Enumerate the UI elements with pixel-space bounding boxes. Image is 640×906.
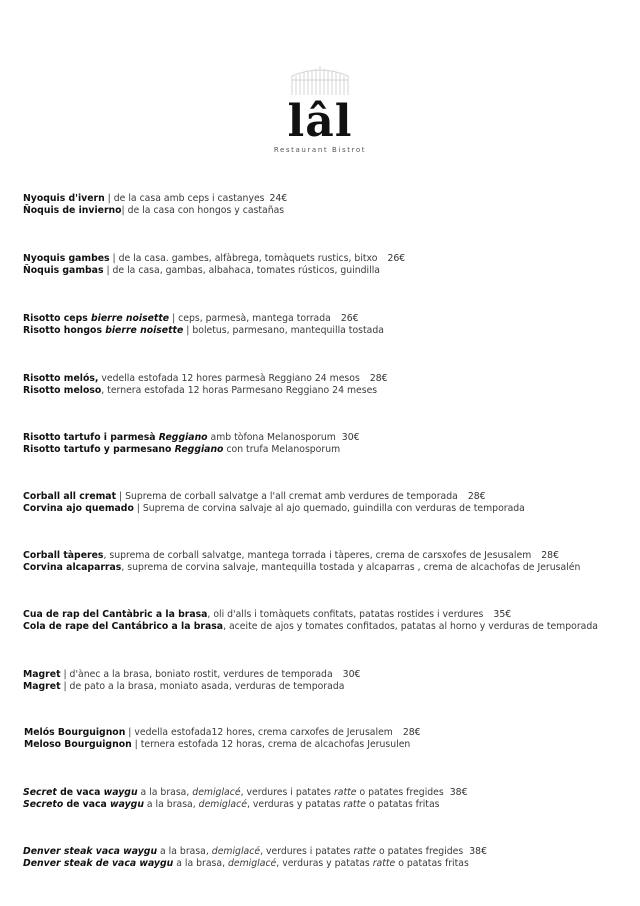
gate-icon: [290, 62, 350, 96]
logo-tagline: Restaurant Bistrot: [273, 146, 367, 154]
item-catalan: Magret | d'ànec a la brasa, boniato rostit, verdures de temporada 30€: [23, 669, 361, 680]
menu-item: [23, 609, 598, 633]
price: 38€: [469, 846, 487, 857]
price: 30€: [342, 669, 361, 680]
item-catalan: Nyoquis gambes | de la casa. gambes, alfàbrega, tomàquets rustics, bitxo 26€: [23, 253, 406, 264]
item-spanish: Magret | de pato a la brasa, moniato asada, verduras de temporada: [23, 681, 345, 692]
price: 26€: [340, 313, 359, 324]
menu-item: [23, 550, 580, 574]
menu-item: [23, 253, 405, 277]
menu-item: [23, 313, 384, 337]
price: 26€: [387, 253, 406, 264]
item-spanish: Ñoquis de invierno| de la casa con hongos y castañas: [23, 205, 285, 216]
item-spanish: Denver steak de vaca waygu a la brasa, demiglacé, verduras y patatas ratte o patatas fritas: [23, 858, 469, 869]
item-catalan: Melós Bourguignon | vedella estofada12 hores, crema carxofes de Jerusalem 28€: [24, 727, 421, 738]
item-catalan: Nyoquis d'ivern | de la casa amb ceps i castanyes 24€: [23, 193, 288, 204]
item-spanish: Corvina alcaparras, suprema de corvina salvaje, mantequilla tostada y alcaparras , crema de alcachofas de Jerusalén: [23, 562, 581, 573]
item-catalan: Risotto tartufo i parmesà Reggiano amb tòfona Melanosporum 30€: [23, 432, 360, 443]
menu-item: [23, 491, 525, 515]
item-spanish: Ñoquis gambas | de la casa, gambas, albahaca, tomates rústicos, guindilla: [23, 265, 380, 276]
item-catalan: Secret de vaca waygu a la brasa, demiglacé, verdures i patates ratte o patates fregides 38€: [23, 787, 468, 798]
price: 35€: [493, 609, 512, 620]
menu-item: [23, 669, 360, 693]
item-spanish: Corvina ajo quemado | Suprema de corvina salvaje al ajo quemado, guindilla con verduras de temporada: [23, 503, 525, 514]
menu-item: [23, 846, 487, 870]
item-catalan: Corball tàperes, suprema de corball salvatge, mantega torrada i tàperes, crema de carsxofes de Jesusalem 28€: [23, 550, 559, 561]
item-catalan: Risotto ceps bierre noisette | ceps, parmesà, mantega torrada 26€: [23, 313, 359, 324]
item-catalan: Cua de rap del Cantàbric a la brasa, oli d'alls i tomàquets confitats, patatas rostides i verdures 35€: [23, 609, 512, 620]
item-spanish: Secreto de vaca waygu a la brasa, demiglacé, verduras y patatas ratte o patatas fritas: [23, 799, 440, 810]
item-catalan: Corball all cremat | Suprema de corball salvatge a l'all cremat amb verdures de temporada 28€: [23, 491, 486, 502]
menu-item: [23, 193, 287, 217]
price: 38€: [449, 787, 468, 798]
menu-item: [23, 373, 388, 397]
item-catalan: Risotto melós, vedella estofada 12 hores parmesà Reggiano 24 mesos 28€: [23, 373, 388, 384]
item-catalan: Denver steak vaca waygu a la brasa, demiglacé, verdures i patates ratte o patates fregides 38€: [23, 846, 487, 857]
item-spanish: Cola de rape del Cantábrico a la brasa, aceite de ajos y tomates confitados, patatas al horno y verduras de temporada: [23, 621, 598, 632]
price: 28€: [402, 727, 421, 738]
logo-wordmark: lâl: [287, 96, 353, 147]
item-spanish: Risotto hongos bierre noisette | boletus, parmesano, mantequilla tostada: [23, 325, 384, 336]
menu-item: [24, 727, 421, 751]
item-spanish: Risotto tartufo y parmesano Reggiano con trufa Melanosporum: [23, 444, 341, 455]
price: 24€: [269, 193, 288, 204]
price: 30€: [341, 432, 360, 443]
price: 28€: [541, 550, 559, 561]
item-spanish: Meloso Bourguignon | ternera estofada 12 horas, crema de alcachofas Jerusulen: [24, 739, 411, 750]
menu-item: [23, 432, 360, 456]
restaurant-logo: [0, 62, 640, 154]
price: 28€: [467, 491, 486, 502]
price: 28€: [369, 373, 388, 384]
menu-item: [23, 787, 468, 811]
item-spanish: Risotto meloso, ternera estofada 12 horas Parmesano Reggiano 24 meses: [23, 385, 378, 396]
